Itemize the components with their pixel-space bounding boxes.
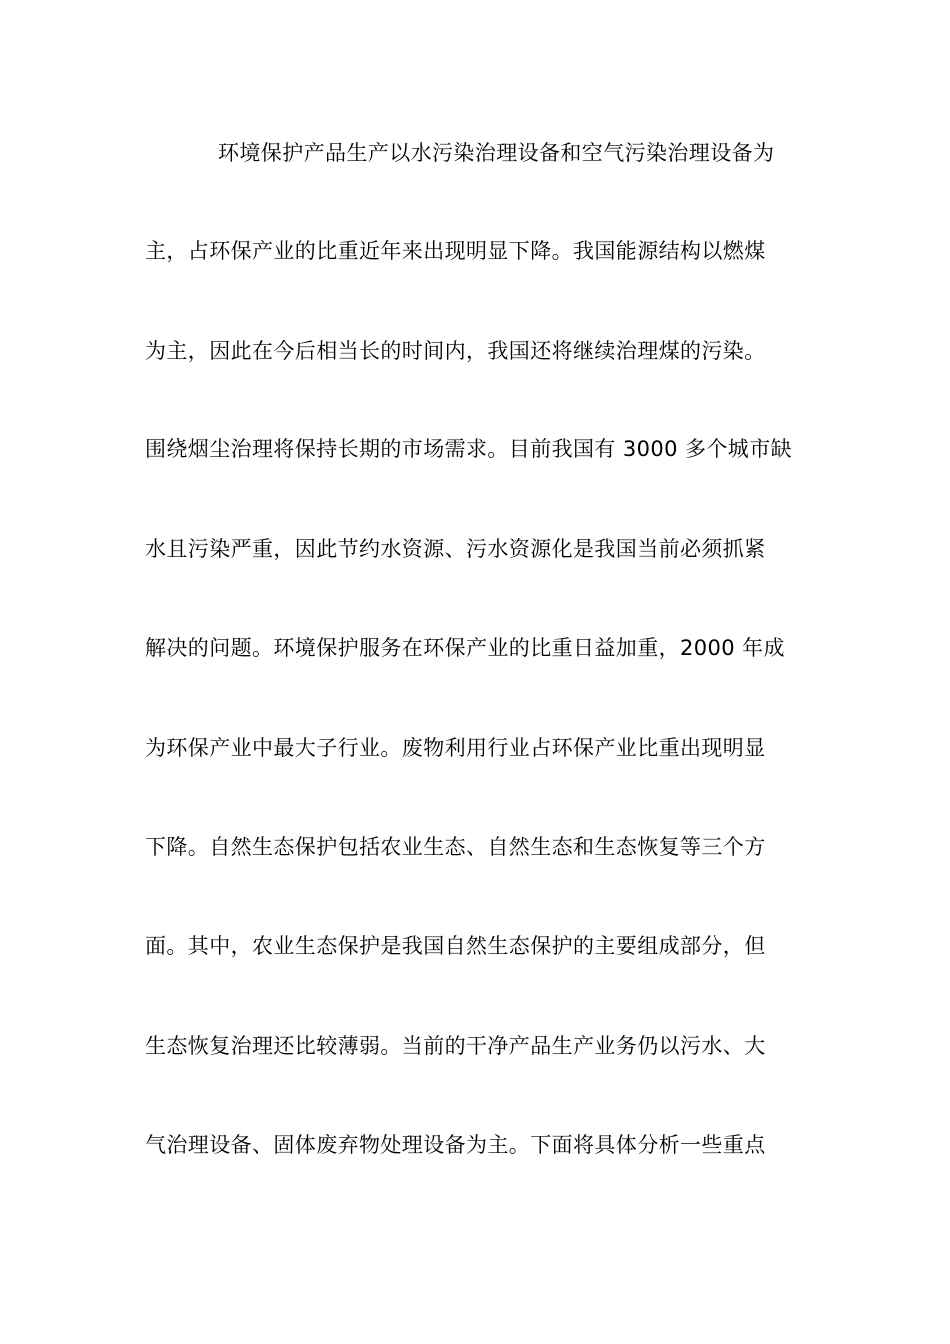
paragraph-line: 环境保护产品生产以水污染治理设备和空气污染治理设备为 [218, 141, 775, 165]
paragraph-line: 为主，因此在今后相当长的时间内，我国还将继续治理煤的污染。 [145, 339, 766, 363]
paragraph-line: 水且污染严重，因此节约水资源、污水资源化是我国当前必须抓紧 [145, 537, 766, 561]
paragraph-line: 面。其中，农业生态保护是我国自然生态保护的主要组成部分，但 [145, 934, 766, 958]
paragraph-line: 气治理设备、固体废弃物处理设备为主。下面将具体分析一些重点 [145, 1133, 766, 1157]
paragraph-line: 下降。自然生态保护包括农业生态、自然生态和生态恢复等三个方 [145, 835, 766, 859]
paragraph-line: 围绕烟尘治理将保持长期的市场需求。目前我国有 3000 多个城市缺 [145, 437, 792, 461]
paragraph-line: 为环保产业中最大子行业。废物利用行业占环保产业比重出现明显 [145, 736, 766, 760]
paragraph-line: 主，占环保产业的比重近年来出现明显下降。我国能源结构以燃煤 [145, 239, 766, 263]
paragraph-line: 解决的问题。环境保护服务在环保产业的比重日益加重，2000 年成 [145, 636, 785, 660]
paragraph-line: 生态恢复治理还比较薄弱。当前的干净产品生产业务仍以污水、大 [145, 1034, 766, 1058]
